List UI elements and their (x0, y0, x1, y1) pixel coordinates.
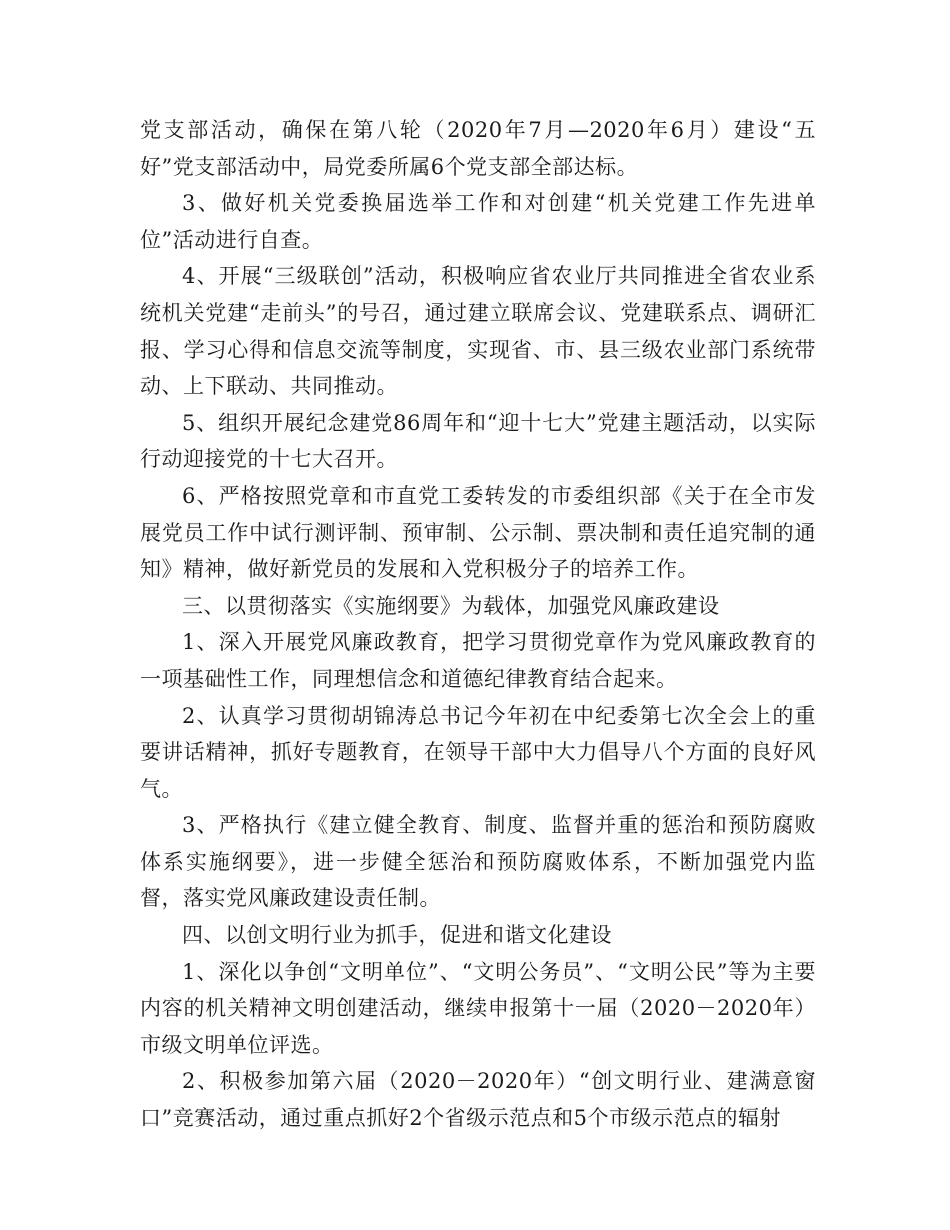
section-heading-three: 三、以贯彻落实《实施纲要》为载体，加强党风廉政建设 (182, 593, 720, 618)
paragraph-item-3-party-election: 3、做好机关党委换届选举工作和对创建“机关党建工作先进单位”活动进行自查。 (140, 191, 816, 252)
paragraph-section3-item-3: 3、严格执行《建立健全教育、制度、监督并重的惩治和预防腐败体系实施纲要》，进一步健全惩治和预防腐败体系，不断加强党内监督，落实党风廉政建设责任制。 (140, 813, 816, 911)
paragraph-section4-item-1: 1、深化以争创“文明单位”、“文明公务员”、“文明公民”等为主要内容的机关精神文明创建活动，继续申报第十一届（2020－2020年）市级文明单位评选。 (140, 959, 816, 1057)
paragraph-item-6-member-development: 6、严格按照党章和市直党工委转发的市委组织部《关于在全市发展党员工作中试行测评制、预审制、公示制、票决制和责任追究制的通知》精神，做好新党员的发展和入党积极分子的培养工作。 (140, 483, 816, 582)
paragraph-item-5-anniversary: 5、组织开展纪念建党86周年和“迎十七大”党建主题活动，以实际行动迎接党的十七大召开。 (140, 410, 816, 472)
paragraph-section4-item-2: 2、积极参加第六届（2020－2020年）“创文明行业、建满意窗口”竞赛活动，通过重点抓好2个省级示范点和5个市级示范点的辐射 (140, 1069, 816, 1131)
section-heading-four: 四、以创文明行业为抓手，促进和谐文化建设 (182, 923, 612, 948)
paragraph-section3-item-1: 1、深入开展党风廉政教育，把学习贯彻党章作为党风廉政教育的一项基础性工作，同理想信念和道德纪律教育结合起来。 (140, 630, 816, 691)
paragraph-item-4-three-level: 4、开展“三级联创”活动，积极响应省农业厅共同推进全省农业系统机关党建“走前头”的号召，通过建立联席会议、党建联系点、调研汇报、学习心得和信息交流等制度，实现省、市、县三级农业部门系统带动、上下联动、共同推动。 (140, 264, 816, 399)
paragraph-section3-item-2: 2、认真学习贯彻胡锦涛总书记今年初在中纪委第七次全会上的重要讲话精神，抓好专题教育，在领导干部中大力倡导八个方面的良好风气。 (140, 703, 816, 801)
document-body (140, 112, 816, 1137)
paragraph-continuation: 党支部活动，确保在第八轮（2020年7月—2020年6月）建设“五好”党支部活动中，局党委所属6个党支部全部达标。 (140, 118, 816, 179)
